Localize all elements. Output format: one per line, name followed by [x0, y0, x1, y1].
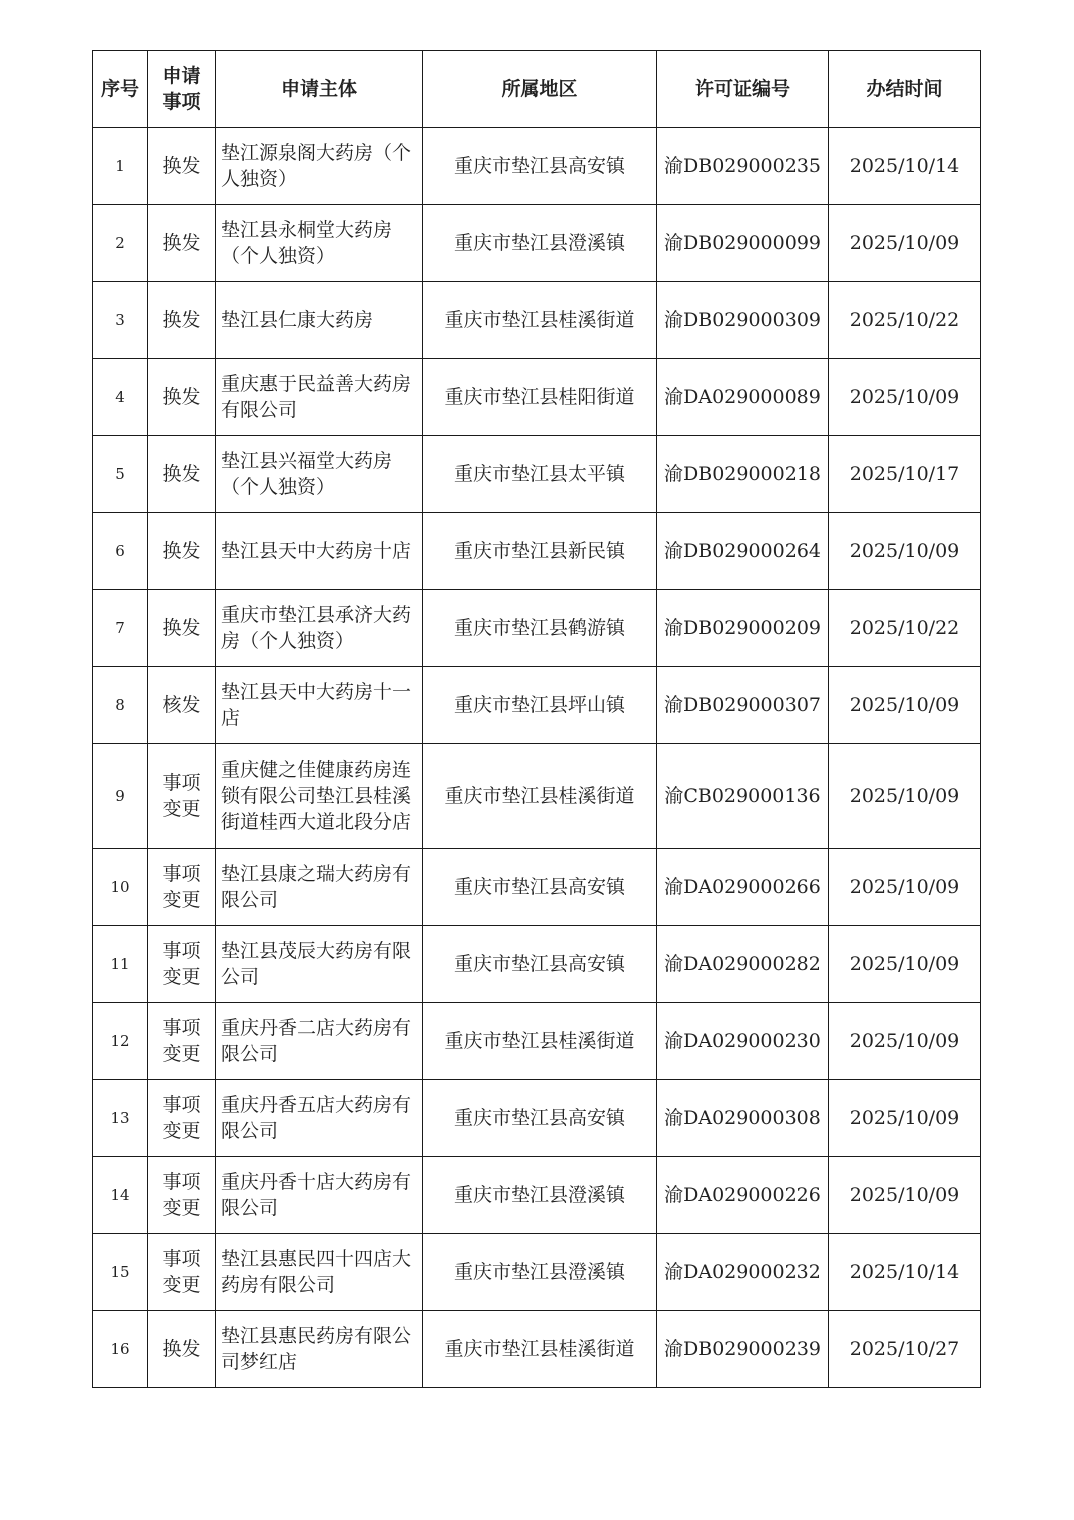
cell-region: 重庆市垫江县新民镇 [423, 513, 657, 590]
cell-seq: 15 [93, 1234, 148, 1311]
cell-license: 渝DA029000226 [657, 1157, 829, 1234]
cell-license: 渝DB029000218 [657, 436, 829, 513]
cell-subject: 垫江县永桐堂大药房（个人独资） [216, 205, 423, 282]
cell-date: 2025/10/09 [829, 359, 981, 436]
cell-date: 2025/10/09 [829, 744, 981, 849]
cell-seq: 13 [93, 1080, 148, 1157]
header-region: 所属地区 [423, 51, 657, 128]
header-date: 办结时间 [829, 51, 981, 128]
header-license: 许可证编号 [657, 51, 829, 128]
cell-date: 2025/10/27 [829, 1311, 981, 1388]
cell-subject: 重庆丹香五店大药房有限公司 [216, 1080, 423, 1157]
cell-date: 2025/10/22 [829, 282, 981, 359]
cell-license: 渝DA029000266 [657, 849, 829, 926]
cell-seq: 7 [93, 590, 148, 667]
cell-subject: 垫江源泉阁大药房（个人独资） [216, 128, 423, 205]
cell-subject: 重庆丹香十店大药房有限公司 [216, 1157, 423, 1234]
cell-region: 重庆市垫江县澄溪镇 [423, 1157, 657, 1234]
cell-license: 渝DA029000232 [657, 1234, 829, 1311]
cell-date: 2025/10/09 [829, 667, 981, 744]
cell-subject: 垫江县天中大药房十一店 [216, 667, 423, 744]
cell-seq: 3 [93, 282, 148, 359]
cell-seq: 2 [93, 205, 148, 282]
cell-date: 2025/10/09 [829, 1003, 981, 1080]
cell-region: 重庆市垫江县高安镇 [423, 849, 657, 926]
cell-item: 换发 [148, 359, 216, 436]
cell-subject: 重庆惠于民益善大药房有限公司 [216, 359, 423, 436]
header-seq: 序号 [93, 51, 148, 128]
table-row [93, 744, 981, 849]
cell-item: 换发 [148, 436, 216, 513]
cell-item: 换发 [148, 205, 216, 282]
cell-item: 换发 [148, 128, 216, 205]
header-subject: 申请主体 [216, 51, 423, 128]
cell-item: 换发 [148, 590, 216, 667]
cell-subject: 重庆市垫江县承济大药房（个人独资） [216, 590, 423, 667]
cell-date: 2025/10/14 [829, 128, 981, 205]
cell-item: 事项变更 [148, 1157, 216, 1234]
cell-region: 重庆市垫江县桂溪街道 [423, 1003, 657, 1080]
cell-license: 渝DA029000089 [657, 359, 829, 436]
table-row [93, 359, 981, 436]
table-row [93, 282, 981, 359]
cell-license: 渝DB029000099 [657, 205, 829, 282]
cell-subject: 重庆丹香二店大药房有限公司 [216, 1003, 423, 1080]
cell-seq: 11 [93, 926, 148, 1003]
table-row [93, 205, 981, 282]
cell-item: 事项变更 [148, 849, 216, 926]
table-row [93, 1080, 981, 1157]
cell-item: 换发 [148, 513, 216, 590]
cell-license: 渝DB029000239 [657, 1311, 829, 1388]
cell-region: 重庆市垫江县桂溪街道 [423, 1311, 657, 1388]
cell-region: 重庆市垫江县桂溪街道 [423, 744, 657, 849]
cell-region: 重庆市垫江县太平镇 [423, 436, 657, 513]
table-row [93, 1234, 981, 1311]
cell-subject: 垫江县茂辰大药房有限公司 [216, 926, 423, 1003]
cell-region: 重庆市垫江县高安镇 [423, 128, 657, 205]
table-row [93, 667, 981, 744]
cell-region: 重庆市垫江县桂阳街道 [423, 359, 657, 436]
cell-license: 渝CB029000136 [657, 744, 829, 849]
cell-item: 换发 [148, 282, 216, 359]
cell-license: 渝DB029000309 [657, 282, 829, 359]
cell-region: 重庆市垫江县高安镇 [423, 1080, 657, 1157]
cell-seq: 6 [93, 513, 148, 590]
cell-date: 2025/10/22 [829, 590, 981, 667]
cell-subject: 垫江县仁康大药房 [216, 282, 423, 359]
cell-item: 核发 [148, 667, 216, 744]
cell-date: 2025/10/09 [829, 849, 981, 926]
cell-item: 事项变更 [148, 1080, 216, 1157]
cell-seq: 9 [93, 744, 148, 849]
cell-seq: 16 [93, 1311, 148, 1388]
table-row [93, 926, 981, 1003]
cell-date: 2025/10/09 [829, 926, 981, 1003]
cell-item: 事项变更 [148, 1234, 216, 1311]
cell-date: 2025/10/09 [829, 1080, 981, 1157]
cell-license: 渝DA029000308 [657, 1080, 829, 1157]
cell-region: 重庆市垫江县鹤游镇 [423, 590, 657, 667]
cell-license: 渝DB029000307 [657, 667, 829, 744]
cell-region: 重庆市垫江县高安镇 [423, 926, 657, 1003]
license-table [92, 50, 981, 1388]
cell-subject: 垫江县兴福堂大药房（个人独资） [216, 436, 423, 513]
cell-date: 2025/10/09 [829, 205, 981, 282]
cell-region: 重庆市垫江县澄溪镇 [423, 1234, 657, 1311]
cell-seq: 5 [93, 436, 148, 513]
cell-item: 事项变更 [148, 926, 216, 1003]
cell-subject: 重庆健之佳健康药房连锁有限公司垫江县桂溪街道桂西大道北段分店 [216, 744, 423, 849]
cell-date: 2025/10/09 [829, 513, 981, 590]
table-row [93, 128, 981, 205]
cell-item: 换发 [148, 1311, 216, 1388]
table-body [93, 128, 981, 1388]
cell-region: 重庆市垫江县澄溪镇 [423, 205, 657, 282]
cell-seq: 10 [93, 849, 148, 926]
table-row [93, 1157, 981, 1234]
cell-item: 事项变更 [148, 744, 216, 849]
cell-item: 事项变更 [148, 1003, 216, 1080]
cell-seq: 8 [93, 667, 148, 744]
cell-seq: 14 [93, 1157, 148, 1234]
cell-seq: 12 [93, 1003, 148, 1080]
table-row [93, 849, 981, 926]
cell-seq: 4 [93, 359, 148, 436]
cell-date: 2025/10/17 [829, 436, 981, 513]
table-row [93, 513, 981, 590]
cell-subject: 垫江县康之瑞大药房有限公司 [216, 849, 423, 926]
cell-date: 2025/10/09 [829, 1157, 981, 1234]
table-row [93, 1003, 981, 1080]
cell-subject: 垫江县惠民四十四店大药房有限公司 [216, 1234, 423, 1311]
table-row [93, 1311, 981, 1388]
cell-region: 重庆市垫江县桂溪街道 [423, 282, 657, 359]
cell-license: 渝DA029000230 [657, 1003, 829, 1080]
table-header-row [93, 51, 981, 128]
cell-license: 渝DB029000209 [657, 590, 829, 667]
cell-license: 渝DB029000235 [657, 128, 829, 205]
header-item: 申请事项 [148, 51, 216, 128]
table-row [93, 436, 981, 513]
cell-license: 渝DA029000282 [657, 926, 829, 1003]
cell-license: 渝DB029000264 [657, 513, 829, 590]
table-row [93, 590, 981, 667]
cell-date: 2025/10/14 [829, 1234, 981, 1311]
cell-seq: 1 [93, 128, 148, 205]
cell-region: 重庆市垫江县坪山镇 [423, 667, 657, 744]
cell-subject: 垫江县天中大药房十店 [216, 513, 423, 590]
cell-subject: 垫江县惠民药房有限公司梦红店 [216, 1311, 423, 1388]
